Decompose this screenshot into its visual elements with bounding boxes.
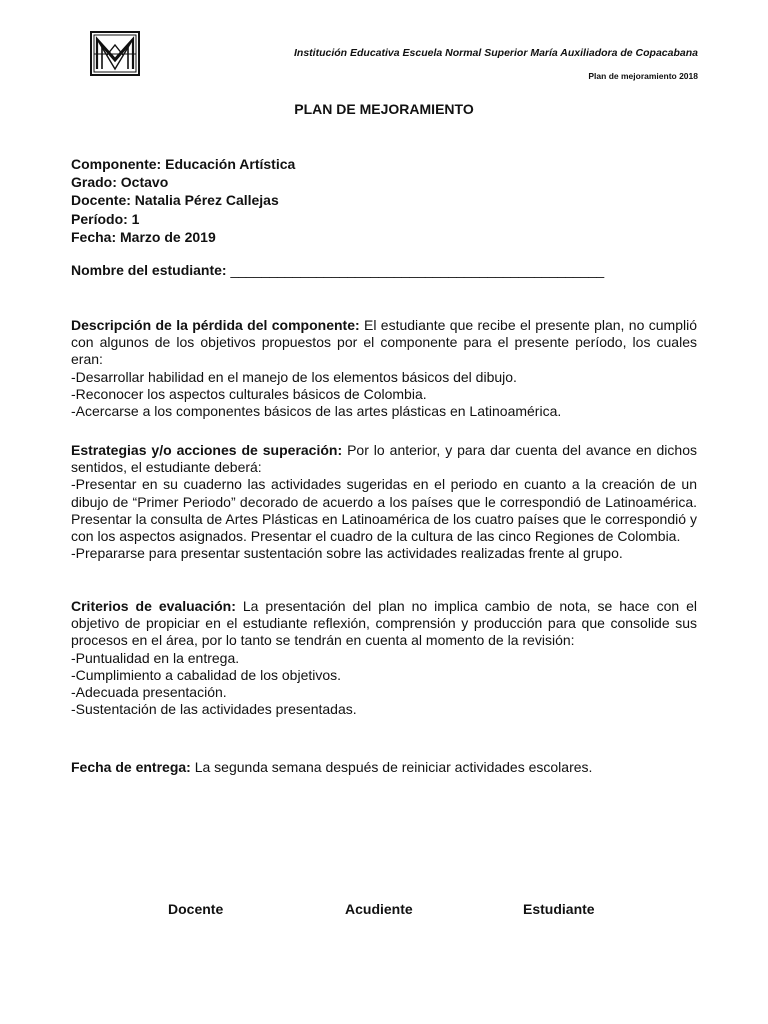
componente-field: Componente: Educación Artística: [71, 156, 296, 172]
entrega-section: [71, 759, 697, 776]
grado-field: Grado: Octavo: [71, 174, 169, 191]
school-logo: [90, 31, 140, 76]
estrategias-section: [71, 442, 697, 562]
descripcion-text: El estudiante que recibe el presente plan, no cumplió con algunos de los objetivos propuestos por el componente para el presente período, los cuales eran:: [71, 317, 697, 368]
entrega-label: Fecha de entrega:: [71, 759, 191, 775]
descripcion-item: -Desarrollar habilidad en el manejo de los elementos básicos del dibujo.: [71, 368, 517, 385]
signature-acudiente: Acudiente: [345, 901, 413, 917]
criterios-item: -Adecuada presentación.: [71, 684, 227, 701]
document-title: PLAN DE MEJORAMIENTO: [294, 101, 474, 117]
signature-docente: Docente: [168, 901, 224, 917]
criterios-paragraph: [71, 598, 697, 650]
student-name-label: Nombre del estudiante:: [71, 262, 231, 278]
descripcion-paragraph: [71, 317, 697, 369]
student-name-line: ________________________________________________: [230, 262, 605, 278]
criterios-text: La presentación del plan no implica cambio de nota, se hace con el objetivo de propiciar en el estudiante reflexión, comprensión y producción para que consolide sus procesos en el área, por lo tanto se tendrán en cuenta al momento de la revisión:: [71, 598, 698, 649]
estrategias-item: -Presentar en su cuaderno las actividades sugeridas en el periodo en cuanto a la creación de un dibujo de “Primer Periodo” decorado de acuerdo a los países que le correspondió de Latinoamérica. Presentar la consulta de Artes Plásticas en Latinoamérica de los cuatro países que le correspondió y con los aspectos asignados. Presentar el cuadro de la cultura de las cinco Regiones de Colombia.: [71, 476, 697, 545]
criterios-item: -Sustentación de las actividades presentadas.: [71, 701, 357, 718]
student-name-field: [71, 262, 604, 278]
entrega-paragraph: [71, 759, 697, 776]
descripcion-section: [71, 317, 697, 420]
docente-field: Docente: Natalia Pérez Callejas: [71, 192, 279, 209]
estrategias-text: Por lo anterior, y para dar cuenta del avance en dichos sentidos, el estudiante deberá:: [71, 442, 697, 476]
estrategias-label: Estrategias y/o acciones de superación:: [71, 442, 343, 458]
signature-row: [0, 901, 768, 921]
descripcion-item: -Reconocer los aspectos culturales básicos de Colombia.: [71, 385, 427, 402]
criterios-item: -Cumplimiento a cabalidad de los objetivos.: [71, 666, 342, 683]
descripcion-label: Descripción de la pérdida del componente:: [71, 317, 360, 333]
periodo-field: Período: 1: [71, 210, 140, 227]
signature-estudiante: Estudiante: [523, 901, 595, 917]
criterios-section: [71, 598, 697, 718]
descripcion-item: -Acercarse a los componentes básicos de las artes plásticas en Latinoamérica.: [71, 403, 562, 420]
plan-year-label: Plan de mejoramiento 2018: [588, 71, 698, 81]
estrategias-paragraph: [71, 442, 697, 476]
fecha-field: Fecha: Marzo de 2019: [71, 228, 216, 245]
criterios-label: Criterios de evaluación:: [71, 598, 236, 614]
criterios-item: -Puntualidad en la entrega.: [71, 649, 240, 666]
entrega-text: La segunda semana después de reiniciar actividades escolares.: [190, 759, 593, 775]
institution-name: Institución Educativa Escuela Normal Superior María Auxiliadora de Copacabana: [294, 47, 698, 59]
estrategias-item: -Prepararse para presentar sustentación sobre las actividades realizadas frente al grupo.: [71, 545, 623, 562]
document-meta: [71, 155, 295, 246]
